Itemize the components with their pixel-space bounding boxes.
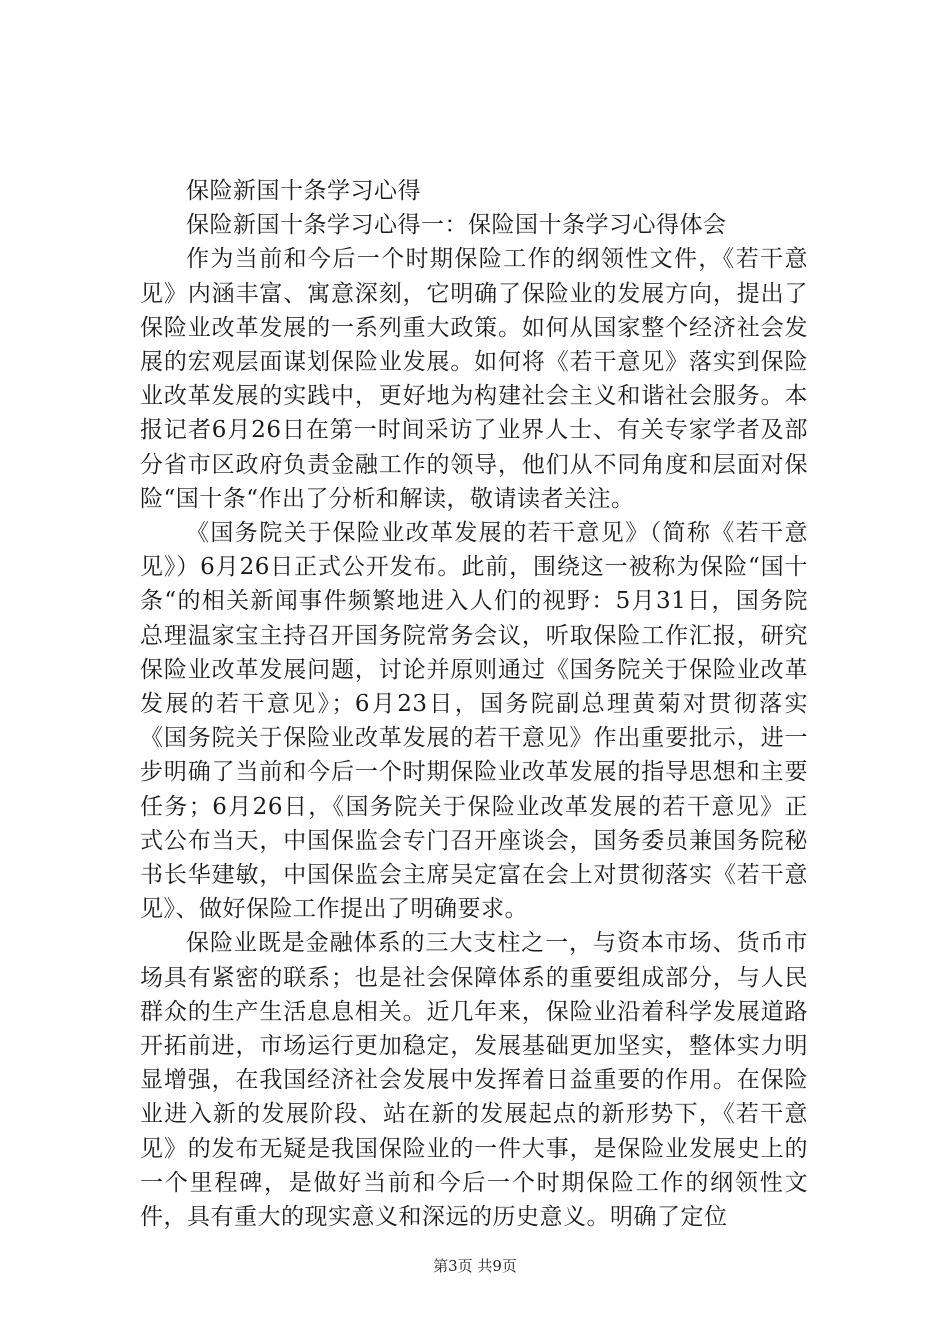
body-paragraph-3: 保险业既是金融体系的三大支柱之一，与资本市场、货币市场具有紧密的联系；也是社会保障体系的重要组成部分，与人民群众的生产生活息息相关。近几年来，保险业沿着科学发展道路开拓前进，市场运行更加稳定，发展基础更加坚实，整体实力明显增强，在我国经济社会发展中发挥着日益重要的作用。在保险业进入新的发展阶段、站在新的发展起点的新形势下，《若干意见》的发布无疑是我国保险业的一件大事，是保险业发展史上的一个里程碑，是做好当前和今后一个时期保险工作的纲领性文件，具有重大的现实意义和深远的历史意义。明确了定位	[140, 930, 808, 1231]
body-paragraph-2: 《国务院关于保险业改革发展的若干意见》（简称《若干意见》）6月26日正式公开发布。此前，围绕这一被称为保险“国十条“的相关新闻事件频繁地进入人们的视野：5月31日，国务院总理温家宝主持召开国务院常务会议，听取保险工作汇报，研究保险业改革发展问题，讨论并原则通过《国务院关于保险业改革发展的若干意见》；6月23日，国务院副总理黄菊对贯彻落实《国务院关于保险业改革发展的若干意见》作出重要批示，进一步明确了当前和今后一个时期保险业改革发展的指导思想和主要任务；6月26日，《国务院关于保险业改革发展的若干意见》正式公布当天，中国保监会专门召开座谈会，国务委员兼国务院秘书长华建敏，中国保监会主席吴定富在会上对贯彻落实《若干意见》、做好保险工作提出了明确要求。	[140, 520, 808, 923]
document-subtitle: 保险新国十条学习心得一：保险国十条学习心得体会	[186, 212, 727, 239]
page-number-footer: 第3页 共9页	[433, 1257, 517, 1275]
body-paragraph-1: 作为当前和今后一个时期保险工作的纲领性文件，《若干意见》内涵丰富、寓意深刻，它明确了保险业的发展方向，提出了保险业改革发展的一系列重大政策。如何从国家整个经济社会发展的宏观层面谋划保险业发展。如何将《若干意见》落实到保险业改革发展的实践中，更好地为构建社会主义和谐社会服务。本报记者6月26日在第一时间采访了业界人士、有关专家学者及部分省市区政府负责金融工作的领导，他们从不同角度和层面对保险“国十条“作出了分析和解读，敬请读者关注。	[140, 246, 808, 512]
document-body	[140, 174, 808, 1234]
document-title: 保险新国十条学习心得	[186, 178, 421, 204]
